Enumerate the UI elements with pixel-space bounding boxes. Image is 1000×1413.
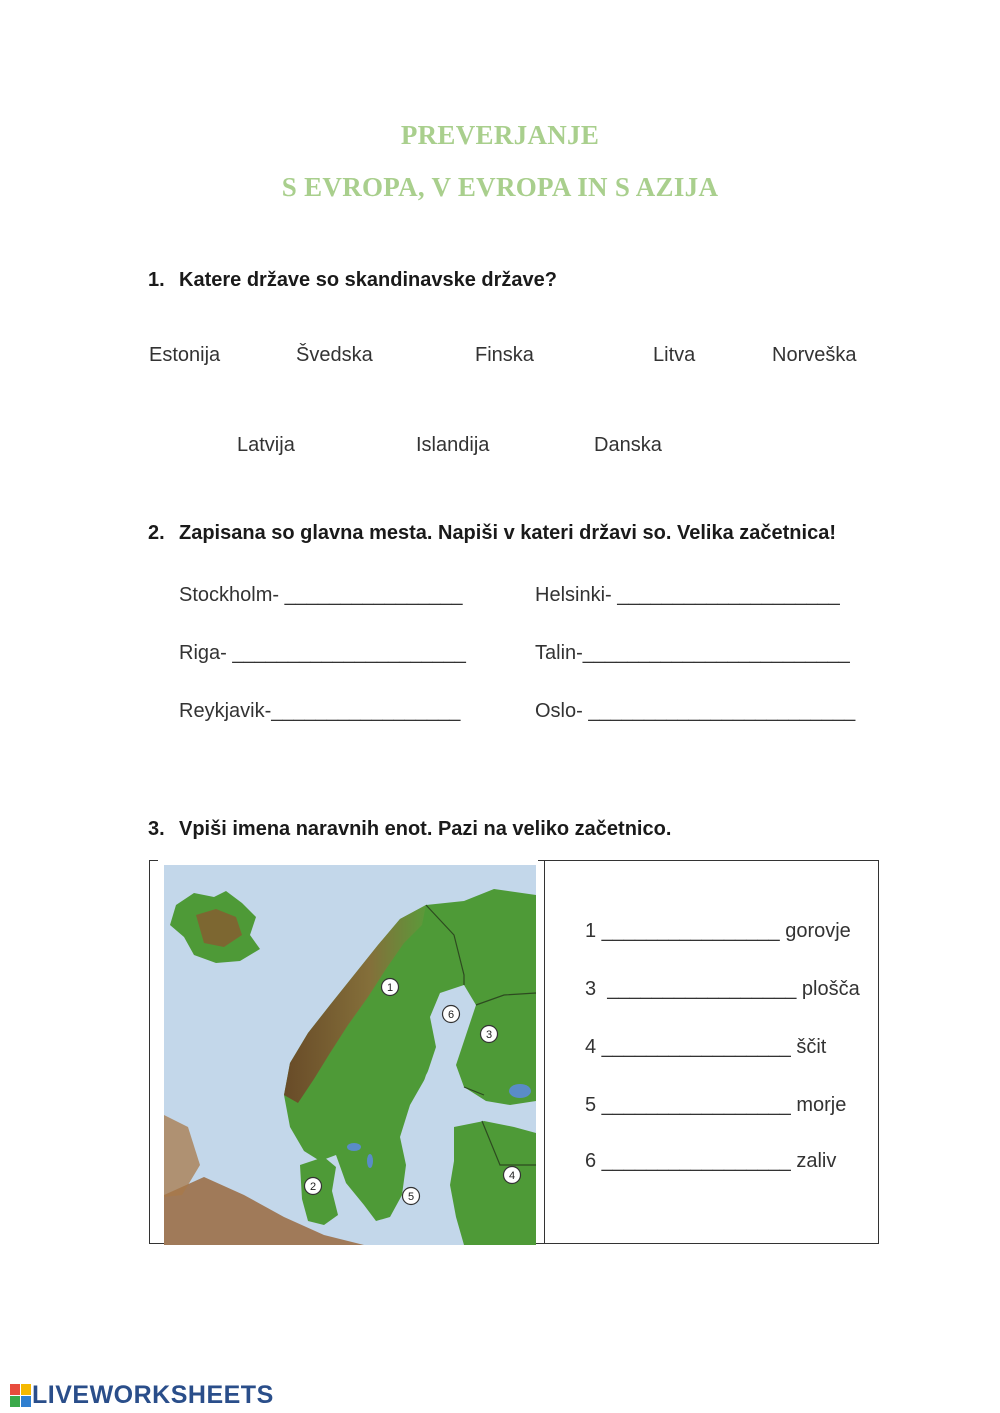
marker-5-label: 5 (407, 1191, 415, 1203)
lake-ladoga (509, 1084, 531, 1098)
fill-4-scit[interactable]: 4 _________________ ščit (585, 1036, 827, 1058)
marker-5 (403, 1188, 420, 1205)
capital-stockholm-field[interactable]: Stockholm- ________________ (179, 584, 463, 606)
table-border-gap (158, 859, 538, 863)
capital-talin-field[interactable]: Talin-________________________ (535, 642, 850, 664)
marker-4 (504, 1167, 521, 1184)
scandinavia-map-svg (164, 865, 536, 1245)
marker-6 (443, 1006, 460, 1023)
title-line-2: S EVROPA, V EVROPA IN S AZIJA (281, 172, 719, 202)
question-2-text: Zapisana so glavna mesta. Napiši v kateri državi so. Velika začetnica! (179, 522, 836, 544)
option-estonija[interactable]: Estonija (149, 344, 221, 366)
question-1-number: 1. (148, 269, 165, 291)
option-svedska[interactable]: Švedska (296, 344, 373, 366)
option-norveska[interactable]: Norveška (772, 344, 857, 366)
fill-6-zaliv[interactable]: 6 _________________ zaliv (585, 1150, 837, 1172)
fill-3-plosca[interactable]: 3 _________________ plošča (585, 978, 860, 1000)
marker-1 (382, 979, 399, 996)
option-danska[interactable]: Danska (594, 434, 662, 456)
title-line-1: PREVERJANJE (400, 120, 600, 150)
lake-vanern (347, 1143, 361, 1151)
marker-6-label: 6 (447, 1009, 455, 1021)
fill-1-gorovje[interactable]: 1 ________________ gorovje (585, 920, 851, 942)
marker-3-label: 3 (485, 1029, 493, 1041)
option-latvija[interactable]: Latvija (237, 434, 295, 456)
capital-helsinki-field[interactable]: Helsinki- ____________________ (535, 584, 840, 606)
option-litva[interactable]: Litva (653, 344, 696, 366)
marker-4-label: 4 (508, 1170, 516, 1182)
capital-oslo-field[interactable]: Oslo- ________________________ (535, 700, 856, 722)
footer-brand: LIVEWORKSHEETS (32, 1381, 274, 1409)
option-islandija[interactable]: Islandija (416, 434, 490, 456)
question-3 (148, 818, 671, 841)
scandinavia-map (164, 865, 536, 1245)
question-1-text: Katere države so skandinavske države? (179, 269, 557, 291)
option-finska[interactable]: Finska (475, 344, 534, 366)
capital-reykjavik-field[interactable]: Reykjavik-_________________ (179, 700, 461, 722)
lake-vattern (367, 1154, 373, 1168)
footer (10, 1381, 274, 1410)
marker-2-label: 2 (309, 1181, 317, 1193)
question-2 (148, 522, 836, 545)
marker-1-label: 1 (386, 982, 394, 994)
question-1 (148, 269, 557, 292)
marker-3 (481, 1026, 498, 1043)
question-3-number: 3. (148, 818, 165, 840)
capital-riga-field[interactable]: Riga- _____________________ (179, 642, 466, 664)
fill-5-morje[interactable]: 5 _________________ morje (585, 1094, 847, 1116)
question-3-text: Vpiši imena naravnih enot. Pazi na veliko začetnico. (179, 818, 672, 840)
marker-2 (305, 1178, 322, 1195)
baltic-states-land (450, 1121, 536, 1245)
question-2-number: 2. (148, 522, 165, 544)
table-divider (544, 861, 545, 1243)
liveworksheets-logo-icon (10, 1384, 32, 1408)
